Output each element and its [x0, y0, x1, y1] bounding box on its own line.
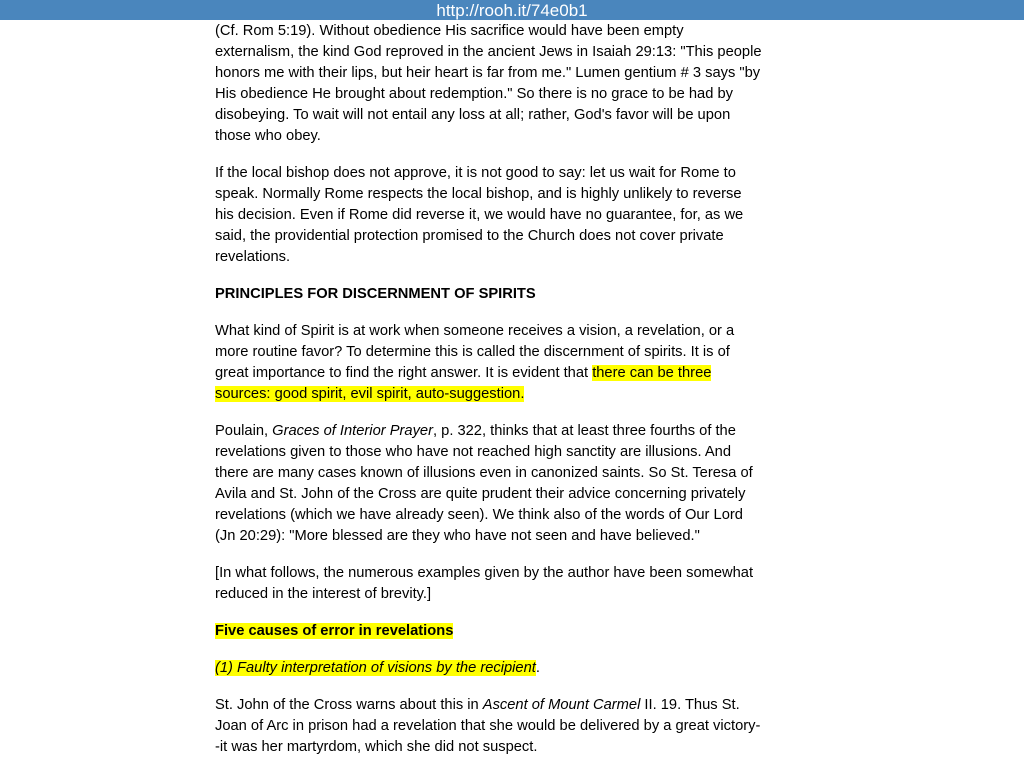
- text-line: (Cf. Rom 5:19). Without obedience His sacrifice would have been empty: [215, 23, 684, 39]
- book-title: Graces of Interior Prayer: [272, 423, 433, 439]
- text-line: his decision. Even if Rome did reverse it, we would have no guarantee, for, as we: [215, 207, 744, 223]
- book-title: Ascent of Mount Carmel: [482, 697, 641, 713]
- highlighted-text: sources: good spirit, evil spirit, auto-suggestion.: [215, 386, 525, 402]
- section-heading-discernment: [215, 284, 815, 305]
- text-fragment: , p. 322, thinks that at least three fourths of the: [432, 423, 736, 439]
- text-line: -it was her martyrdom, which she did not suspect.: [215, 739, 538, 755]
- paragraph-local-bishop: [215, 163, 815, 268]
- text-line: disobeying. To wait will not entail any loss at all; rather, God's favor will be upon: [215, 107, 731, 123]
- paragraph-editorial-note: [215, 563, 815, 605]
- subheading-faulty-interpretation: [215, 658, 815, 679]
- text-line: said, the providential protection promised to the Church does not cover private: [215, 228, 724, 244]
- text-line: (Jn 20:29): "More blessed are they who have not seen and have believed.": [215, 528, 700, 544]
- paragraph-obedience: [215, 0, 815, 147]
- text-line: His obedience He brought about redemption." So there is no grace to be had by: [215, 86, 733, 102]
- link-banner: [0, 0, 1024, 20]
- highlighted-subheading: (1) Faulty interpretation of visions by the recipient: [215, 660, 536, 676]
- text-line: revelations (which we have already seen). We think also of the words of Our Lord: [215, 507, 743, 523]
- text-line: revelations given to those who have not reached high sanctity are illusions. And: [215, 444, 732, 460]
- heading-text: PRINCIPLES FOR DISCERNMENT OF SPIRITS: [215, 286, 536, 302]
- text-line: there are many cases known of illusions even in canonized saints. So St. Teresa of: [215, 465, 753, 481]
- text-line: more routine favor? To determine this is called the discernment of spirits. It is of: [215, 344, 730, 360]
- text-line: If the local bishop does not approve, it is not good to say: let us wait for Rome to: [215, 165, 736, 181]
- text-line: Joan of Arc in prison had a revelation that she would be delivered by a great victory-: [215, 718, 761, 734]
- section-heading-five-causes: [215, 621, 815, 642]
- subheading-punctuation: .: [535, 660, 540, 676]
- text-fragment: II. 19. Thus St.: [640, 697, 740, 713]
- text-line: Avila and St. John of the Cross are quite prudent their advice concerning privately: [215, 486, 746, 502]
- text-line: honors me with their lips, but heir heart is far from me." Lumen gentium # 3 says "by: [215, 65, 761, 81]
- text-line: What kind of Spirit is at work when someone receives a vision, a revelation, or a: [215, 323, 735, 339]
- text-fragment: great importance to find the right answer. It is evident that: [215, 365, 593, 381]
- text-line: [215, 384, 815, 405]
- article-body: [215, 0, 815, 768]
- text-line: [215, 363, 815, 384]
- text-line: [In what follows, the numerous examples given by the author have been somewhat: [215, 565, 754, 581]
- paragraph-kind-of-spirit: [215, 321, 815, 405]
- text-line: [215, 421, 815, 442]
- short-link[interactable]: http://rooh.it/74e0b1: [436, 1, 588, 20]
- paragraph-poulain: [215, 421, 815, 547]
- highlighted-text: there can be three: [592, 365, 712, 381]
- text-line: revelations.: [215, 249, 291, 265]
- text-line: reduced in the interest of brevity.]: [215, 586, 432, 602]
- paragraph-st-john: [215, 695, 815, 758]
- text-line: those who obey.: [215, 128, 321, 144]
- text-line: [215, 695, 815, 716]
- text-fragment: St. John of the Cross warns about this in: [215, 697, 483, 713]
- text-line: speak. Normally Rome respects the local bishop, and is highly unlikely to reverse: [215, 186, 742, 202]
- text-fragment: Poulain,: [215, 423, 273, 439]
- text-line: externalism, the kind God reproved in the ancient Jews in Isaiah 29:13: "This people: [215, 44, 762, 60]
- highlighted-heading: Five causes of error in revelations: [215, 623, 454, 639]
